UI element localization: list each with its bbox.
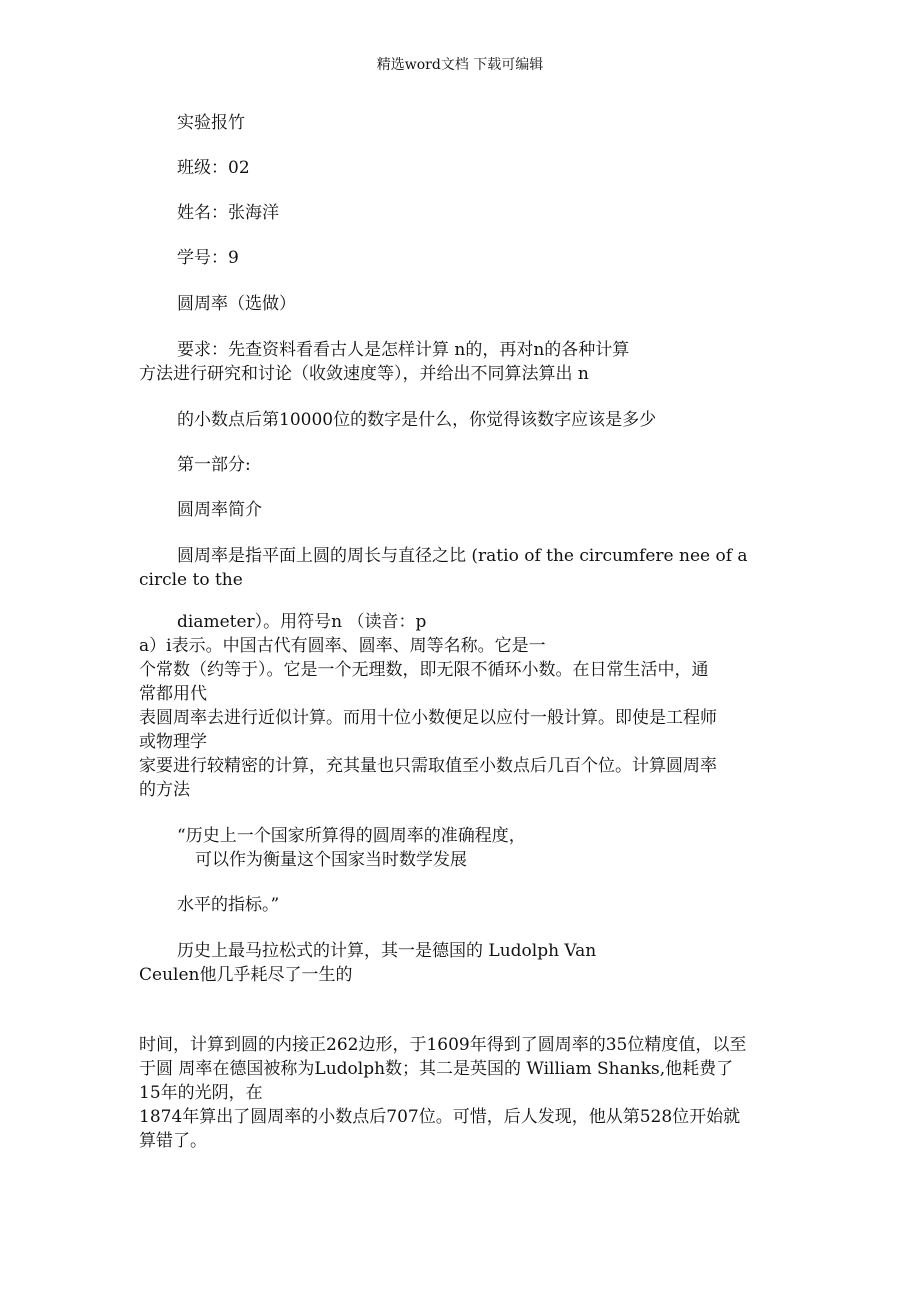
quote-line-1: “历史上一个国家所算得的圆周率的准确程度，	[177, 826, 526, 846]
history-line-7: 算错了。	[139, 1131, 207, 1151]
quote-line-3: 水平的指标。”	[177, 895, 280, 915]
requirement-line-2: 方法进行研究和讨论（收敛速度等），并给出不同算法算出 n	[139, 364, 589, 384]
intro-line-8: 或物理学	[139, 732, 207, 752]
history-line-4: 于圆 周率在德国被称为Ludolph数；其二是英国的 William Shanks,他耗费了	[139, 1059, 734, 1079]
history-line-6: 1874年算出了圆周率的小数点后707位。可惜，后人发现，他从第528位开始就	[139, 1107, 741, 1127]
history-line-3: 时间，计算到圆的内接正262边形，于1609年得到了圆周率的35位精度值，以至	[139, 1035, 747, 1055]
requirement-line-1: 要求：先查资料看看古人是怎样计算 n的，再对n的各种计算	[177, 340, 630, 360]
class-line: 班级：02	[177, 158, 250, 178]
history-line-5: 15年的光阴，在	[139, 1083, 263, 1103]
intro-heading: 圆周率简介	[177, 500, 262, 520]
name-line: 姓名：张海洋	[177, 203, 279, 223]
intro-line-9: 家要进行较精密的计算，充其量也只需取值至小数点后几百个位。计算圆周率	[139, 756, 717, 776]
intro-line-5: 个常数（约等于）。它是一个无理数，即无限不循环小数。在日常生活中，通	[139, 660, 709, 680]
history-line-2: Ceulen他几乎耗尽了一生的	[139, 965, 353, 985]
quote-line-2: 可以作为衡量这个国家当时数学发展	[195, 850, 467, 870]
intro-line-3: diameter）。用符号n （读音：p	[177, 612, 427, 632]
student-id-line: 学号：9	[177, 248, 239, 268]
section-title: 圆周率（选做）	[177, 294, 296, 314]
page-header: 精选word文档 下载可编辑	[376, 57, 544, 73]
requirement-line-3: 的小数点后第10000位的数字是什么，你觉得该数字应该是多少	[177, 410, 657, 430]
part-heading: 第一部分:	[177, 455, 251, 475]
intro-line-7: 表圆周率去进行近似计算。而用十位小数便足以应付一般计算。即使是工程师	[139, 708, 717, 728]
doc-title: 实验报竹	[177, 113, 245, 133]
intro-line-2: circle to the	[139, 570, 243, 590]
history-line-1: 历史上最马拉松式的计算，其一是德国的 Ludolph Van	[177, 941, 597, 961]
intro-line-1: 圆周率是指平面上圆的周长与直径之比 (ratio of the circumfere nee of a	[177, 546, 748, 566]
intro-line-10: 的方法	[139, 780, 190, 800]
intro-line-4: a）i表示。中国古代有圆率、圆率、周等名称。它是一	[139, 636, 546, 656]
intro-line-6: 常都用代	[139, 684, 207, 704]
